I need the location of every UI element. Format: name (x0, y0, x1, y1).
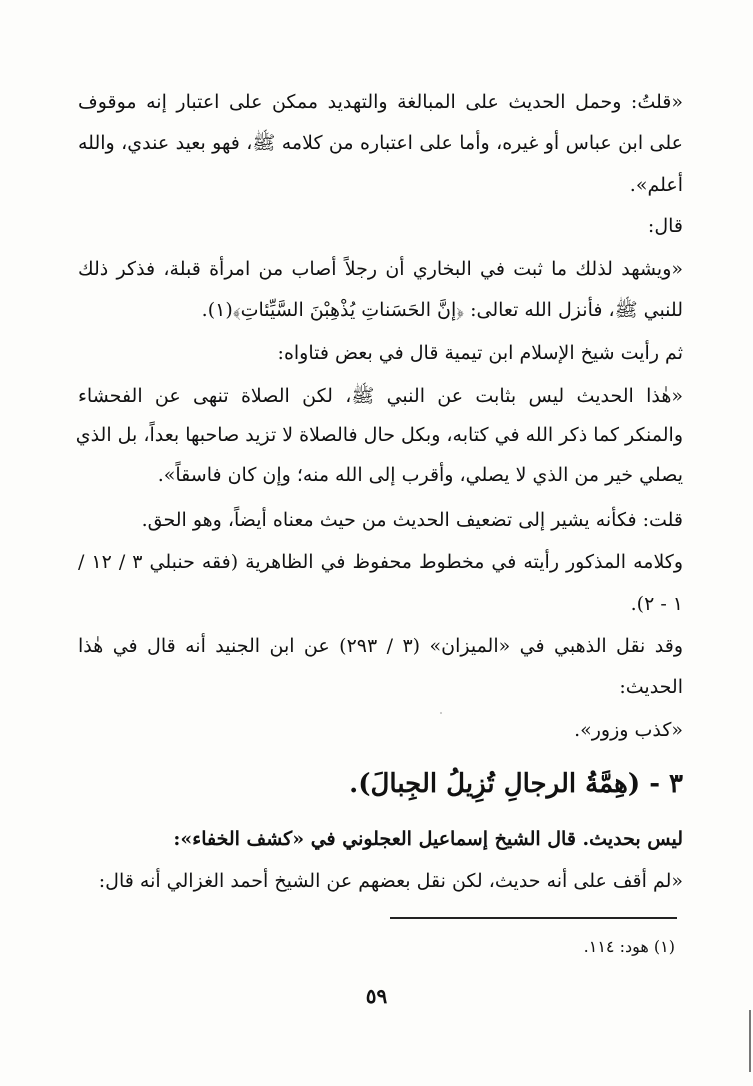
section-heading: ٣ - (هِمَّةُ الرجالِ تُزِيلُ الجِبالَ). (349, 769, 683, 799)
text-line-14: وقد نقل الذهبي في «الميزان» (٣ / ٢٩٣) عن ابن الجنيد أنه قال في هٰذا (78, 635, 683, 657)
text-line-2: على ابن عباس أو غيره، وأما على اعتباره من كلامه ﷺ، فهو بعيد عندي، والله (78, 132, 683, 154)
text-line-6: للنبي ﷺ، فأنزل الله تعالى: ﴿إنَّ الحَسَناتِ يُذْهِبْنَ السَّيِّئاتِ﴾(١). (201, 299, 683, 321)
lead-phrase: ليس بحديث. قال الشيخ إسماعيل العجلوني في «كشف الخفاء»: (173, 828, 683, 850)
text-line-8: «هٰذا الحديث ليس بثابت عن النبي ﷺ، لكن الصلاة تنهى عن الفحشاء (78, 385, 683, 407)
text-line-5: «ويشهد لذلك ما ثبت في البخاري أن رجلاً أصاب من امرأة قبلة، فذكر ذلك (78, 258, 683, 280)
page-number: ٥٩ (365, 984, 388, 1008)
text-line-10: يصلي خير من الذي لا يصلي، وأقرب إلى الله منه؛ وإن كان فاسقاً». (157, 464, 683, 486)
footnote-separator (390, 917, 677, 919)
text-line-13: ١ - ٢). (630, 593, 683, 615)
text-line-9: والمنكر كما ذكر الله في كتابه، وبكل حال فالصلاة لا تزيد صاحبها بعداً، بل الذي (75, 424, 683, 446)
scan-speck (440, 712, 442, 714)
text-line-12: وكلامه المذكور رأيته في مخطوط محفوظ في الظاهرية (فقه حنبلي ٣ / ١٢ / (78, 551, 683, 573)
text-line-15: الحديث: (619, 676, 683, 698)
text-line-18 (173, 825, 683, 853)
text-line-4: قال: (647, 215, 683, 237)
text-line-11: قلت: فكأنه يشير إلى تضعيف الحديث من حيث معناه أيضاً، وهو الحق. (141, 509, 683, 531)
text-line-16: «كذب وزور». (574, 719, 683, 741)
text-line-3: أعلم». (629, 174, 683, 196)
text-line-1: «قلتُ: وحمل الحديث على المبالغة والتهديد ممكن على اعتبار إنه موقوف (78, 91, 683, 113)
text-line-19: «لم أقف على أنه حديث، لكن نقل بعضهم عن الشيخ أحمد الغزالي أنه قال: (98, 870, 683, 892)
text-line-7: ثم رأيت شيخ الإسلام ابن تيمية قال في بعض فتاواه: (277, 342, 683, 364)
footnote: (١) هود: ١١٤. (583, 937, 675, 956)
scan-edge-mark (749, 1010, 751, 1072)
